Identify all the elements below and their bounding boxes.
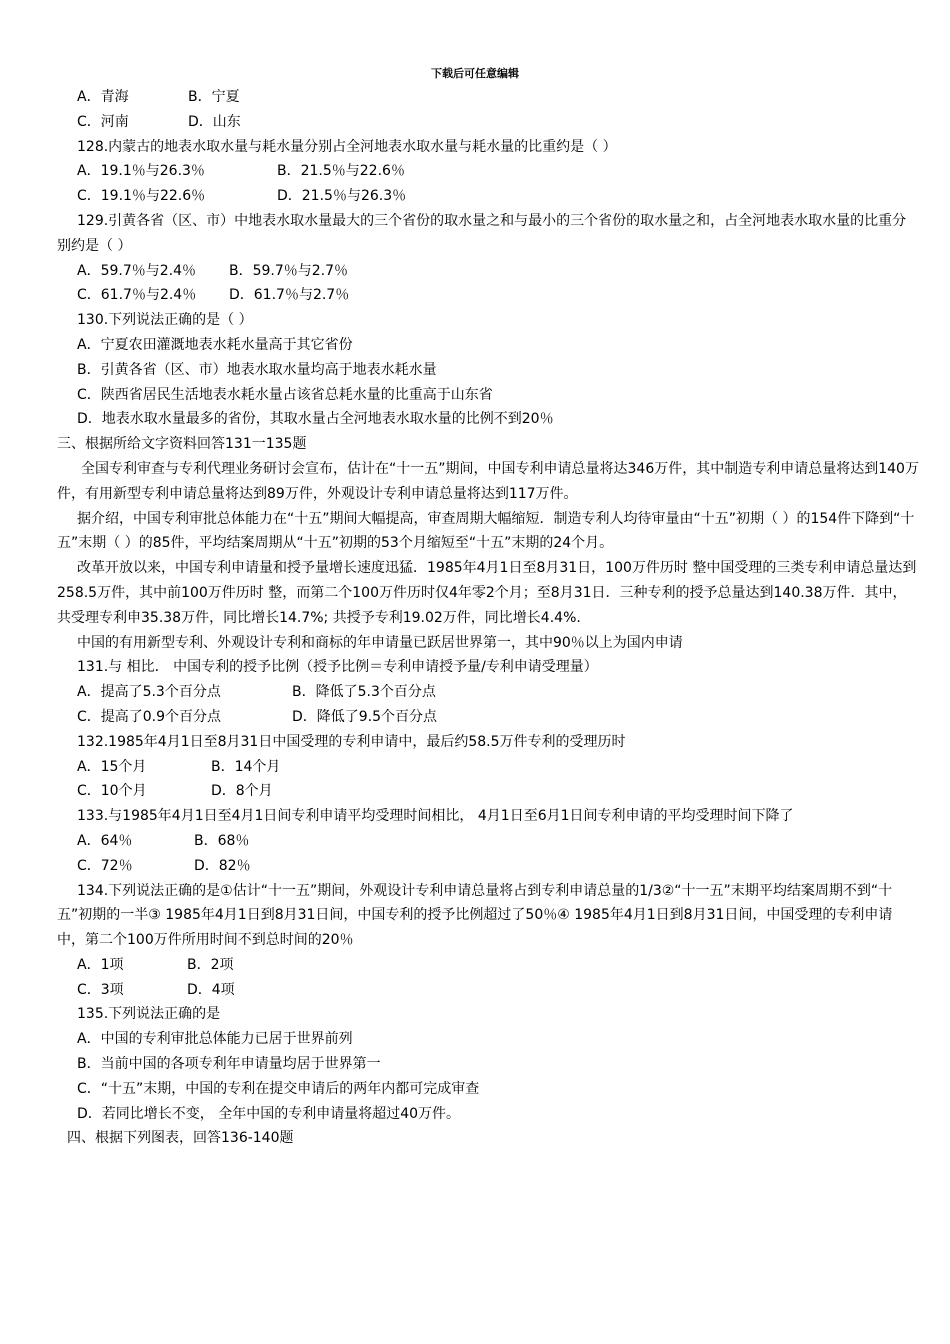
q132-options-row1 (57, 755, 919, 780)
q132-option-d: D．8个月 (211, 783, 273, 800)
q133-options-row2 (57, 854, 919, 879)
q128-options-row2 (57, 184, 919, 209)
q134-option-d: D．4项 (187, 981, 235, 998)
document-body (57, 85, 919, 1151)
q129-options-row1 (57, 259, 919, 284)
q128-stem: 128.内蒙古的地表水取水量与耗水量分别占全河地表水取水量与耗水量的比重约是（ ） (77, 138, 617, 155)
q135-stem: 135.下列说法正确的是 (77, 1006, 221, 1023)
q129-stem: 129.引黄各省（区、市）中地表水取水量最大的三个省份的取水量之和与最小的三个省份的取水量之和，占全河地表水取水量的比重分别约是（ ） (57, 212, 907, 254)
q127-option-a: A．青海 (77, 89, 129, 105)
q129-option-c: C．61.7％与2.4％ (77, 287, 197, 304)
q135-option-c: C．“十五”末期，中国的专利在提交申请后的两年内都可完成审查 (77, 1080, 480, 1097)
q132-option-b: B．14个月 (211, 758, 281, 775)
q127-option-b: B．宁夏 (188, 89, 240, 105)
section-4-heading: 四、根据下列图表，回答136-140题 (67, 1130, 294, 1147)
section-3-heading: 三、根据所给文字资料回答131一135题 (57, 436, 307, 453)
q132-stem: 132.1985年4月1日至8月31日中国受理的专利申请中，最后约58.5万件专利的受理历时 (77, 733, 626, 750)
passage-paragraph-4: 中国的有用新型专利、外观设计专利和商标的年申请量已跃居世界第一，其中90％以上为国内申请 (77, 634, 683, 651)
q134-option-c: C．3项 (77, 981, 124, 998)
q131-options-row2 (57, 705, 919, 730)
q127-option-d: D．山东 (188, 113, 241, 130)
q134-stem: 134.下列说法正确的是①估计“十一五”期间，外观设计专利申请总量将占到专利申请总量的1/3②“十一五”末期平均结案周期不到“十五”初期的一半③ 1985年4月1日到8月31日间，中国专利的授予比例超过了50％④ 1985年4月1日到8月31日间，中国受理的专利申请中，第二个100万件所用时间不到总时间的20％ (57, 882, 893, 949)
q134-options-row2 (57, 978, 919, 1003)
q129-option-a: A．59.7％与2.4％ (77, 262, 197, 279)
q134-option-a: A．1项 (77, 956, 124, 973)
q131-stem: 131.与 相比． 中国专利的授予比例（授予比例＝专利申请授予量/专利申请受理量） (77, 659, 598, 676)
q131-option-b: B．降低了5.3个百分点 (292, 684, 436, 701)
q129-option-b: B．59.7％与2.7％ (229, 262, 349, 279)
q128-option-d: D．21.5％与26.3％ (277, 188, 407, 205)
q132-option-c: C．10个月 (77, 783, 147, 800)
q134-option-b: B．2项 (187, 956, 234, 973)
q133-option-d: D．82％ (194, 857, 251, 874)
q128-options-row1 (57, 159, 919, 184)
q135-option-d: D．若同比增长不变， 全年中国的专利申请量将超过40万件。 (77, 1105, 461, 1122)
q127-option-c: C．河南 (77, 113, 129, 130)
q130-stem: 130.下列说法正确的是（ ） (77, 312, 253, 329)
q132-options-row2 (57, 779, 919, 804)
q135-option-b: B．当前中国的各项专利年申请量均居于世界第一 (77, 1056, 381, 1073)
q133-option-c: C．72％ (77, 857, 133, 874)
q127-options-row1 (57, 85, 919, 110)
q131-option-c: C．提高了0.9个百分点 (77, 708, 222, 725)
q130-option-c: C．陕西省居民生活地表水耗水量占该省总耗水量的比重高于山东省 (77, 386, 493, 403)
q131-option-d: D．降低了9.5个百分点 (292, 708, 438, 725)
q135-option-a: A．中国的专利审批总体能力已居于世界前列 (77, 1031, 353, 1048)
q132-option-a: A．15个月 (77, 758, 147, 775)
q131-option-a: A．提高了5.3个百分点 (77, 684, 221, 701)
passage-paragraph-1: 全国专利审查与专利代理业务研讨会宣布，估计在“十一五”期间，中国专利申请总量将达346万件，其中制造专利申请总量将达到140万件，有用新型专利申请总量将达到89万件，外观设计专利申请总量将达到117万件。 (57, 460, 919, 502)
q130-option-b: B．引黄各省（区、市）地表水取水量均高于地表水耗水量 (77, 361, 437, 378)
q129-options-row2 (57, 283, 919, 308)
q133-option-a: A．64％ (77, 832, 133, 849)
q133-options-row1 (57, 829, 919, 854)
q133-stem: 133.与1985年4月1日至4月1日间专利申请平均受理时间相比， 4月1日至6月1日间专利申请的平均受理时间下降了 (77, 808, 794, 825)
passage-paragraph-2: 据介绍，中国专利审批总体能力在“十五”期间大幅提高，审查周期大幅缩短．制造专利人均待审量由“十五”初期（ ）的154件下降到“十五”末期（ ）的85件，平均结案周期从“十五”初期的53个月缩短至“十五”末期的24个月。 (57, 510, 915, 552)
q127-options-row2 (57, 110, 919, 135)
q130-option-a: A．宁夏农田灌溉地表水耗水量高于其它省份 (77, 336, 353, 353)
q128-option-b: B．21.5％与22.6％ (277, 163, 405, 180)
page-header: 下载后可任意编辑 (431, 67, 519, 80)
q128-option-a: A．19.1％与26.3％ (77, 163, 205, 180)
q131-options-row1 (57, 680, 919, 705)
q129-option-d: D．61.7％与2.7％ (229, 287, 350, 304)
passage-paragraph-3: 改革开放以来，中国专利申请量和授予量增长速度迅猛．1985年4月1日至8月31日，100万件历时 整中国受理的三类专利申请总量达到258.5万件，其中前100万件历时 整，而第二个100万件历时仅4年零2个月；至8月31日．三种专利的授予总量达到140.38万件．其中， 共受理专利申35.38万件，同比增长14.7%; 共授予专利19.02万件，同比增长4.4%. (57, 560, 917, 626)
q130-option-d: D．地表水取水量最多的省份，其取水量占全河地表水取水量的比例不到20％ (77, 411, 554, 428)
q134-options-row1 (57, 953, 919, 978)
q128-option-c: C．19.1％与22.6％ (77, 188, 206, 205)
q133-option-b: B．68％ (194, 832, 250, 849)
